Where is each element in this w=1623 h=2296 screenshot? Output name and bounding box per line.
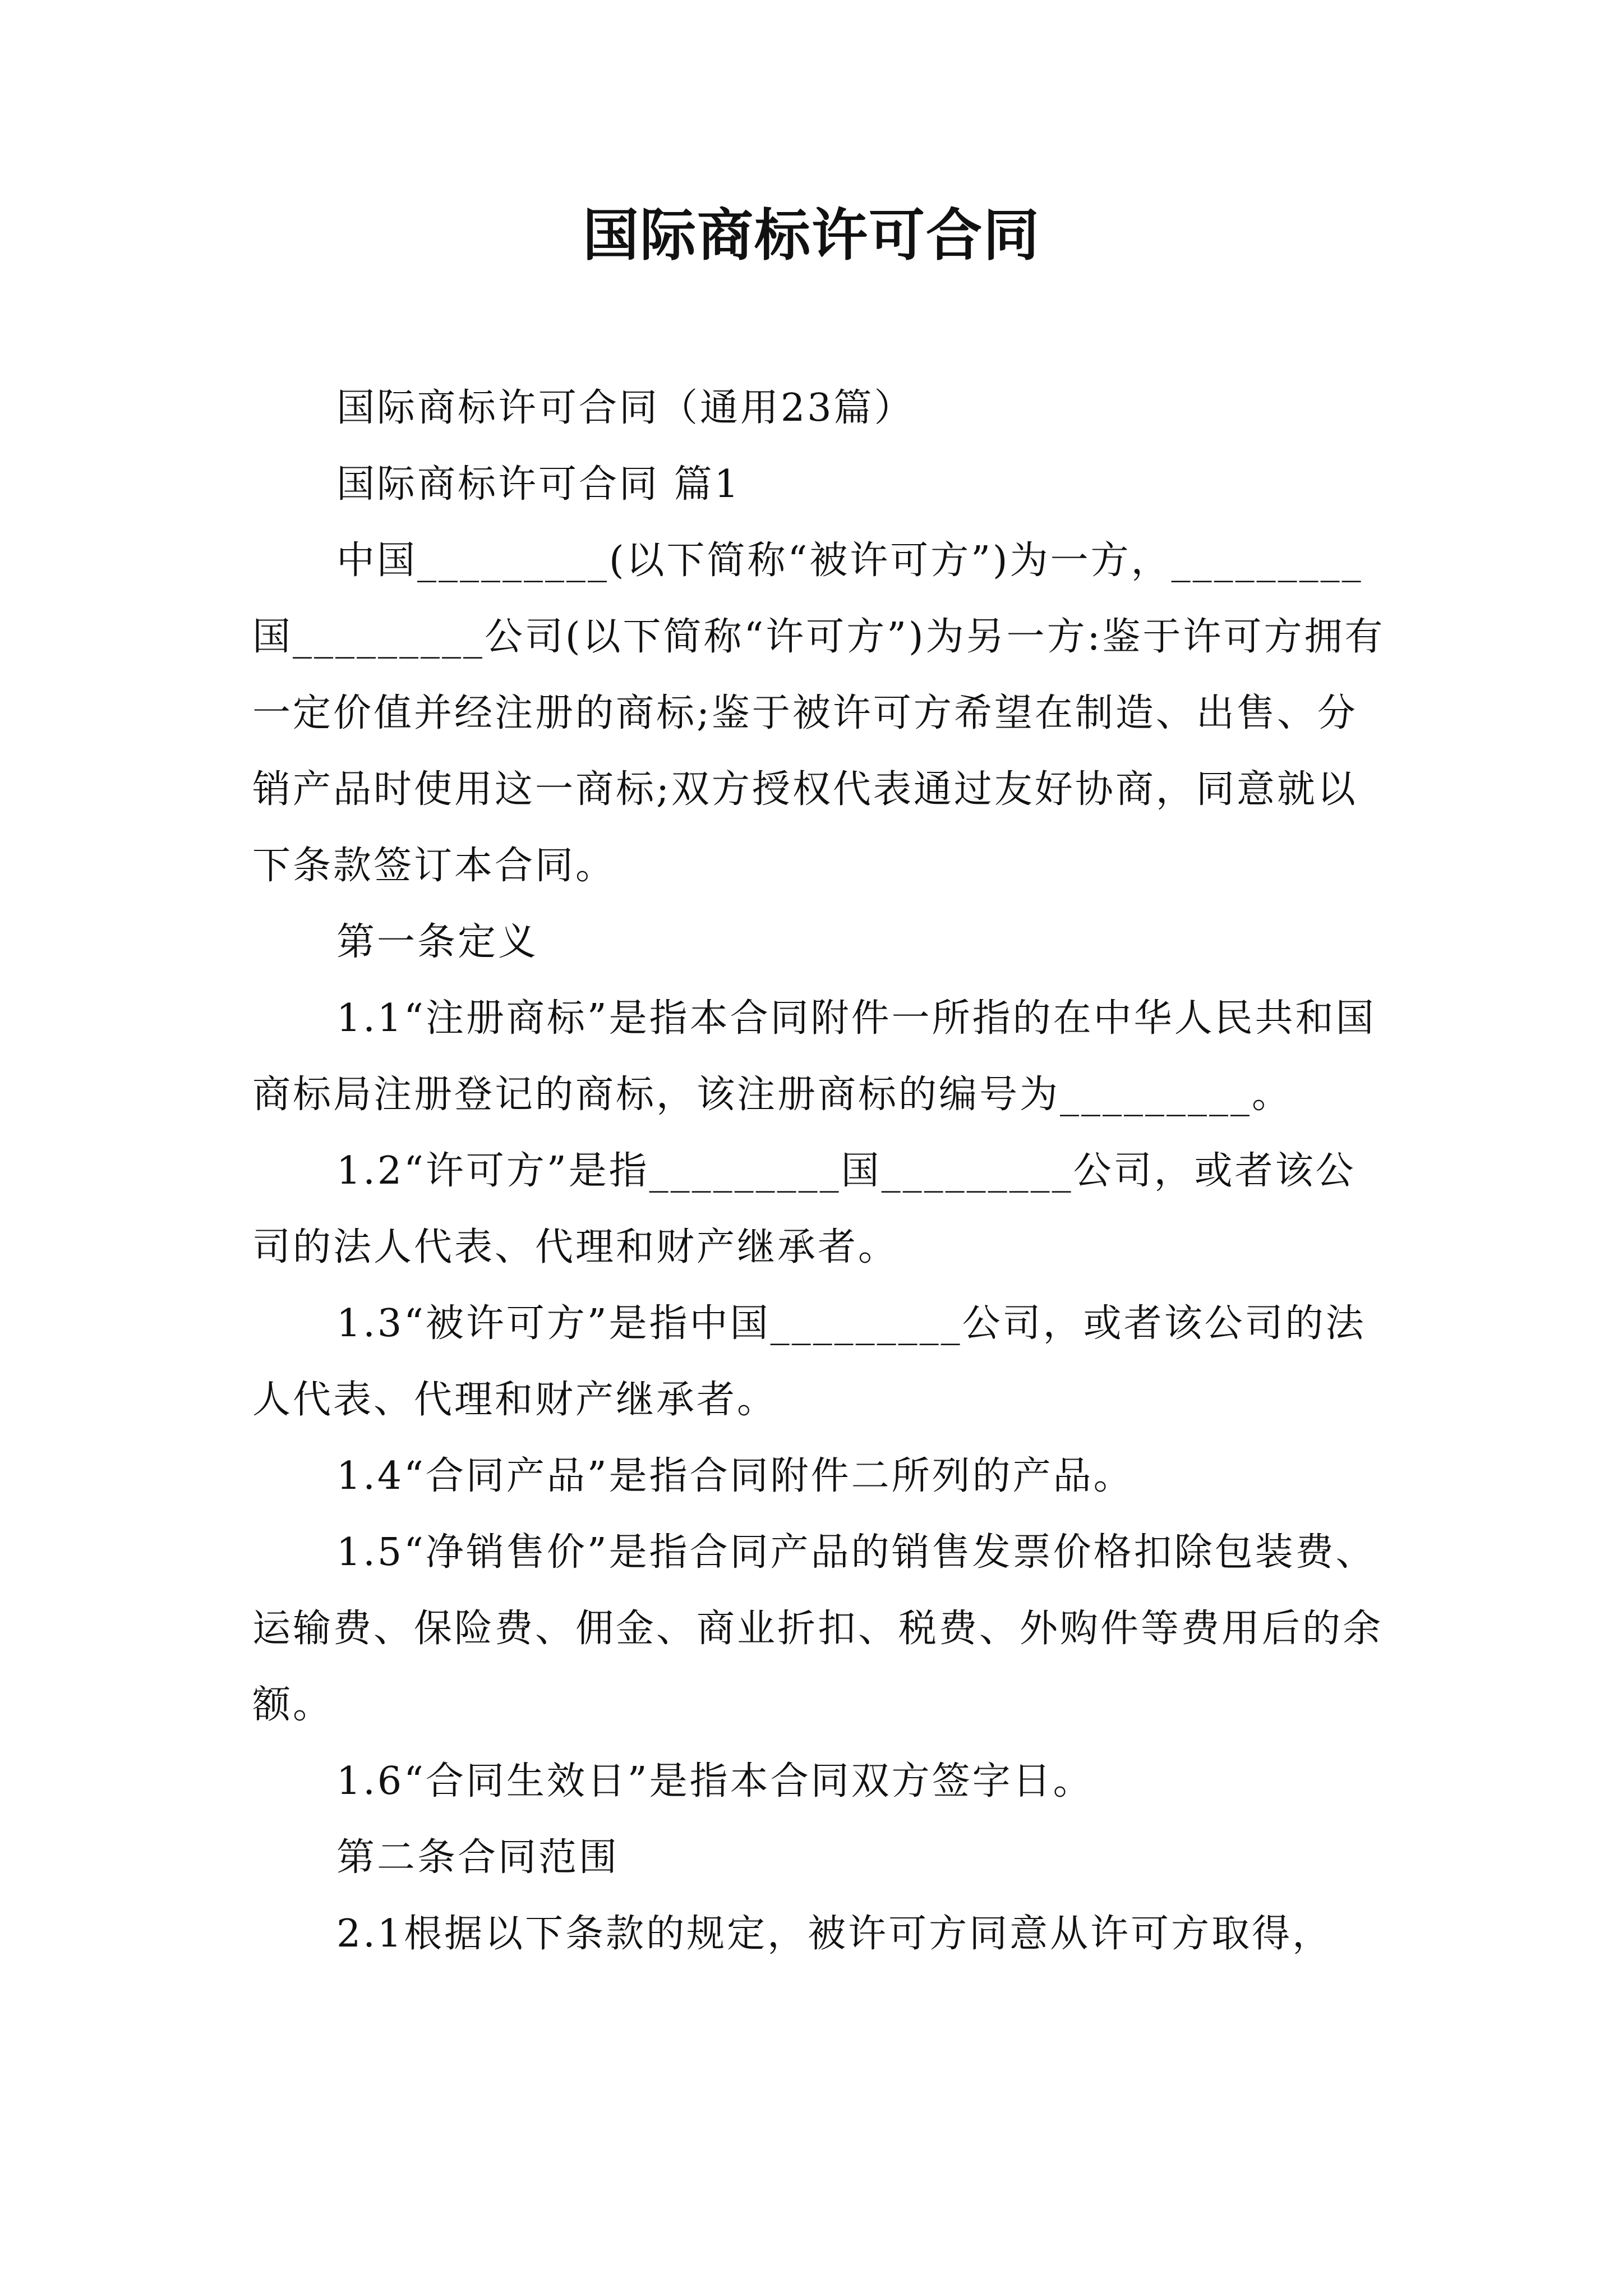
document-title: 国际商标许可合同 — [583, 203, 1040, 268]
paragraph-2-1: 2.1根据以下条款的规定，被许可方同意从许可方取得， — [336, 1912, 1333, 1956]
paragraph-1-2: 1.2“许可方”是指_________国_________公司，或者该公司的法人代表、代理和财产继承者。 — [252, 1149, 1356, 1269]
paragraph-1-6: 1.6“合同生效日”是指本合同双方签字日。 — [336, 1759, 1094, 1803]
paragraph-1-1: 1.1“注册商标”是指本合同附件一所指的在中华人民共和国商标局注册登记的商标，该注册商标的编号为_________。 — [252, 996, 1376, 1117]
paragraph-1-3: 1.3“被许可方”是指中国_________公司，或者该公司的法人代表、代理和财产继承者。 — [252, 1301, 1366, 1422]
paragraph-1-5: 1.5“净销售价”是指合同产品的销售发票价格扣除包装费、运输费、保险费、佣金、商业折扣、税费、外购件等费用后的余额。 — [252, 1530, 1384, 1727]
paragraph-heading: 国际商标许可合同（通用23篇） — [336, 386, 915, 430]
paragraph-1-4: 1.4“合同产品”是指合同附件二所列的产品。 — [336, 1454, 1134, 1498]
document-body — [252, 370, 1391, 1972]
paragraph-article-1-title: 第一条定义 — [336, 920, 539, 964]
paragraph-subheading: 国际商标许可合同 篇1 — [336, 462, 741, 507]
paragraph-parties: 中国_________(以下简称“被许可方”)为一方，_________国_________公司(以下简称“许可方”)为另一方:鉴于许可方拥有一定价值并经注册的商标;鉴于被许可方希望在制造、出售、分销产品时使用这一商标;双方授权代表通过友好协商，同意就以下条款签订本合同。 — [252, 539, 1385, 888]
paragraph-article-2-title: 第二条合同范围 — [336, 1835, 620, 1880]
